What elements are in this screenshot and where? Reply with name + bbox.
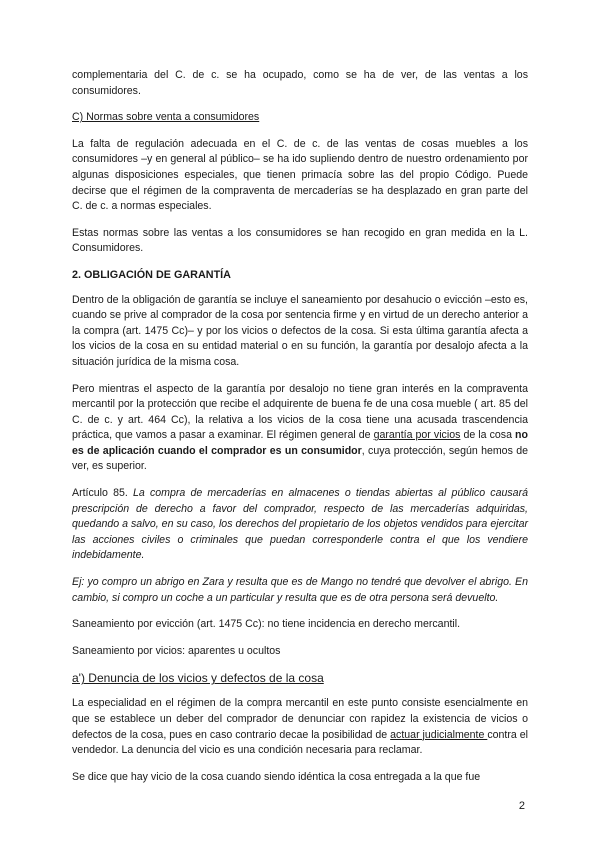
paragraph-especialidad-text2: contra el vendedor. La denuncia del vicio es una condición necesaria para reclamar. — [72, 728, 528, 757]
paragraph-pero-mientras — [72, 382, 528, 476]
paragraph-falta-regulacion: La falta de regulación adecuada en el C. de c. de las ventas de cosas muebles a los consumidores –y en general al público– se ha ido supliendo dentro de nuestro ordenamiento por algunas disposiciones especiales, que tienen primacía sobre las del propio Código. Puede decirse que el régimen de la compraventa de mercaderías se ha desplazado en gran parte del C. de c. a normas especiales. — [72, 137, 528, 213]
paragraph-pero-mientras-text3: , cuya protección, según hemos de ver, es superior. — [72, 444, 528, 473]
article-85-text: La compra de mercaderías en almacenes o tiendas abiertas al público causará prescripción de derecho a favor del comprador, respecto de las mercaderías adquiridas, quedando a salvo, en su caso, los derechos del propietario de los objetos vendidos para ejercitar las acciones civiles o criminales que puedan corresponderle contra el que los vendiere indebidamente. — [72, 487, 528, 562]
document-page — [72, 68, 528, 796]
paragraph-se-dice: Se dice que hay vicio de la cosa cuando siendo idéntica la cosa entregada a la que fue — [72, 770, 481, 783]
page-number: 2 — [518, 800, 525, 812]
section-2-heading: 2. OBLIGACIÓN DE GARANTÍA — [72, 268, 231, 281]
example-paragraph: Ej: yo compro un abrigo en Zara y resulta que es de Mango no tendré que devolver el abrigo. En cambio, si compro un coche a un particular y resulta que es de otra persona será devuelto. — [72, 576, 528, 604]
subsection-a-title: a') Denuncia de los vicios y defectos de la cosa — [72, 671, 324, 686]
article-85 — [72, 486, 528, 564]
section-c-title: C) Normas sobre venta a consumidores — [72, 111, 260, 124]
paragraph-pero-mientras-text1: Pero mientras el aspecto de la garantía por desalojo no tiene gran interés en la compraventa mercantil por la protección que recibe el adquirente de buena fe de una cosa mueble ( art. 85 del C. de c. y art. 464 Cc), la relativa a los vicios de la cosa tiene una acusada trascendencia práctica, que vamos a pasar a examinar. El régimen general de — [72, 382, 528, 442]
article-85-label: Artículo 85. — [72, 487, 133, 500]
paragraph-vicios: Saneamiento por vicios: aparentes u ocultos — [72, 644, 281, 657]
paragraph-complementaria: complementaria del C. de c. se ha ocupado, como se ha de ver, de las ventas a los consumidores. — [72, 69, 528, 97]
paragraph-eviccion: Saneamiento por evicción (art. 1475 Cc): no tiene incidencia en derecho mercantil. — [72, 618, 461, 631]
paragraph-pero-mientras-text2: de la cosa — [460, 429, 516, 442]
paragraph-pero-mientras-bold: no es de aplicación cuando el comprador es un consumidor — [72, 429, 528, 457]
paragraph-especialidad-text1: La especialidad en el régimen de la compra mercantil en este punto consiste esencialmente en que se establece un deber del comprador de denunciar con rapidez la existencia de vicios o defectos de la cosa, pues en caso contrario decae la posibilidad de — [72, 697, 528, 741]
actuar-judicialmente-link[interactable]: actuar judicialmente — [390, 728, 488, 741]
paragraph-especialidad — [72, 696, 528, 758]
garantia-vicios-link[interactable]: garantía por vicios — [373, 429, 461, 442]
paragraph-dentro-obligacion: Dentro de la obligación de garantía se incluye el saneamiento por desahucio o evicción –esto es, cuando se prive al comprador de la cosa por sentencia firme y en virtud de un derecho anterior a la compra (art. 1475 Cc)– y por los vicios o defectos de la cosa. Si esta última garantía afecta a los vicios de la cosa en su entidad material o en su función, la garantía por desalojo afecta a la situación jurídica de la misma cosa. — [72, 293, 528, 368]
paragraph-estas-normas: Estas normas sobre las ventas a los consumidores se han recogido en gran medida en la L. Consumidores. — [72, 226, 528, 255]
